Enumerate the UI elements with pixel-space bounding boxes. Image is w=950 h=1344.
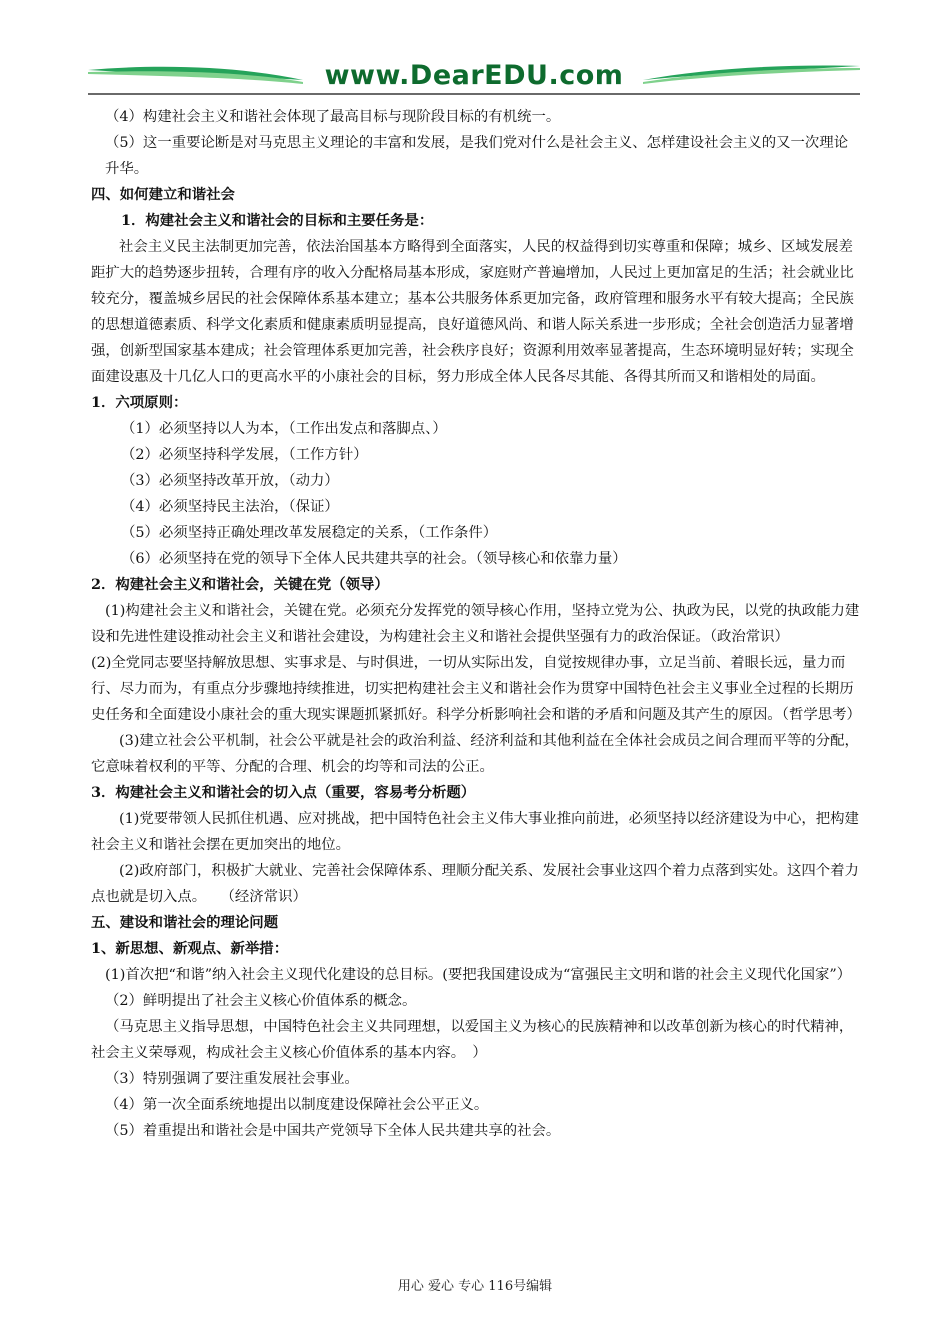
paragraph: (1)党要带领人民抓住机遇、应对挑战，把中国特色社会主义伟大事业推向前进，必须坚持以经济建设为中心，把构建社会主义和谐社会摆在更加突出的地位。 <box>91 811 859 853</box>
page-header <box>88 58 860 98</box>
paragraph: （5）着重提出和谐社会是中国共产党领导下全体人民共建共享的社会。 <box>105 1123 561 1139</box>
section-heading: 2．构建社会主义和谐社会，关键在党（领导） <box>91 576 389 593</box>
section-heading: 1．构建社会主义和谐社会的目标和主要任务是： <box>121 212 434 229</box>
paragraph: （2）必须坚持科学发展，（工作方针） <box>121 447 368 463</box>
paragraph: （2）鲜明提出了社会主义核心价值体系的概念。 <box>105 993 417 1009</box>
paragraph: （4）构建社会主义和谐社会体现了最高目标与现阶段目标的有机统一。 <box>105 109 561 125</box>
paragraph: （5）必须坚持正确处理改革发展稳定的关系，（工作条件） <box>121 525 498 541</box>
paragraph: (1)构建社会主义和谐社会，关键在党。必须充分发挥党的领导核心作用，坚持立党为公、执政为民，以党的执政能力建设和先进性建设推动社会主义和谐社会建设，为构建社会主义和谐社会提供坚强有力的政治保证。（政治常识） <box>91 603 860 645</box>
paragraph: （4）第一次全面系统地提出以制度建设保障社会公平正义。 <box>105 1097 489 1113</box>
paragraph: （4）必须坚持民主法治，（保证） <box>121 499 339 515</box>
paragraph: （1）必须坚持以人为本，（工作出发点和落脚点、） <box>121 421 447 437</box>
paragraph: （3）特别强调了要注重发展社会事业。 <box>105 1071 359 1087</box>
document-body <box>91 104 861 1144</box>
page-footer: 用心 爱心 专心 116号编辑 <box>397 1279 553 1294</box>
paragraph: （3）必须坚持改革开放，（动力） <box>121 473 339 489</box>
section-heading: 四、如何建立和谐社会 <box>91 186 235 203</box>
section-heading: 五、建设和谐社会的理论问题 <box>91 914 279 931</box>
paragraph: （6）必须坚持在党的领导下全体人民共建共享的社会。（领导核心和依靠力量） <box>121 551 627 567</box>
paragraph: 社会主义民主法制更加完善，依法治国基本方略得到全面落实，人民的权益得到切实尊重和保障；城乡、区域发展差距扩大的趋势逐步扭转，合理有序的收入分配格局基本形成，家庭财产普遍增加，人民过上更加富足的生活；社会就业比较充分，覆盖城乡居民的社会保障体系基本建立；基本公共服务体系更加完备，政府管理和服务水平有较大提高；全民族的思想道德素质、科学文化素质和健康素质明显提高，良好道德风尚、和谐人际关系进一步形成；全社会创造活力显著增强，创新型国家基本建成；社会管理体系更加完善，社会秩序良好；资源利用效率显著提高，生态环境明显好转；实现全面建设惠及十几亿人口的更高水平的小康社会的目标，努力形成全体人民各尽其能、各得其所而又和谐相处的局面。 <box>91 239 854 385</box>
paragraph: (3)建立社会公平机制，社会公平就是社会的政治利益、经济利益和其他利益在全体社会成员之间合理而平等的分配，它意味着权利的平等、分配的合理、机会的均等和司法的公正。 <box>91 733 859 775</box>
paragraph: (1)首次把“和谐”纳入社会主义现代化建设的总目标。(要把我国建设成为“富强民主文明和谐的社会主义现代化国家”） <box>105 967 852 983</box>
section-heading: 3．构建社会主义和谐社会的切入点（重要，容易考分析题） <box>91 784 476 801</box>
section-heading: 1、新思想、新观点、新举措： <box>91 940 289 957</box>
paragraph: (2)全党同志要坚持解放思想、实事求是、与时俱进，一切从实际出发，自觉按规律办事，立足当前、着眼长远，量力而行、尽力而为，有重点分步骤地持续推进，切实把构建社会主义和谐社会作为贯穿中国特色社会主义事业全过程的长期历史任务和全面建设小康社会的重大现实课题抓紧抓好。科学分析影响社会和谐的矛盾和问题及其产生的原因。（哲学思考） <box>91 655 861 723</box>
section-heading: 1．六项原则： <box>91 394 188 411</box>
paragraph: (2)政府部门，积极扩大就业、完善社会保障体系、理顺分配关系、发展社会事业这四个着力点落到实处。这四个着力点也就是切入点。 （经济常识） <box>91 863 859 905</box>
paragraph: （5）这一重要论断是对马克思主义理论的丰富和发展，是我们党对什么是社会主义、怎样建设社会主义的又一次理论升华。 <box>105 135 849 177</box>
site-brand[interactable]: www.DearEDU.com <box>324 60 624 91</box>
paragraph: （马克思主义指导思想，中国特色社会主义共同理想，以爱国主义为核心的民族精神和以改革创新为核心的时代精神，社会主义荣辱观，构成社会主义核心价值体系的基本内容。 ） <box>91 1019 854 1061</box>
